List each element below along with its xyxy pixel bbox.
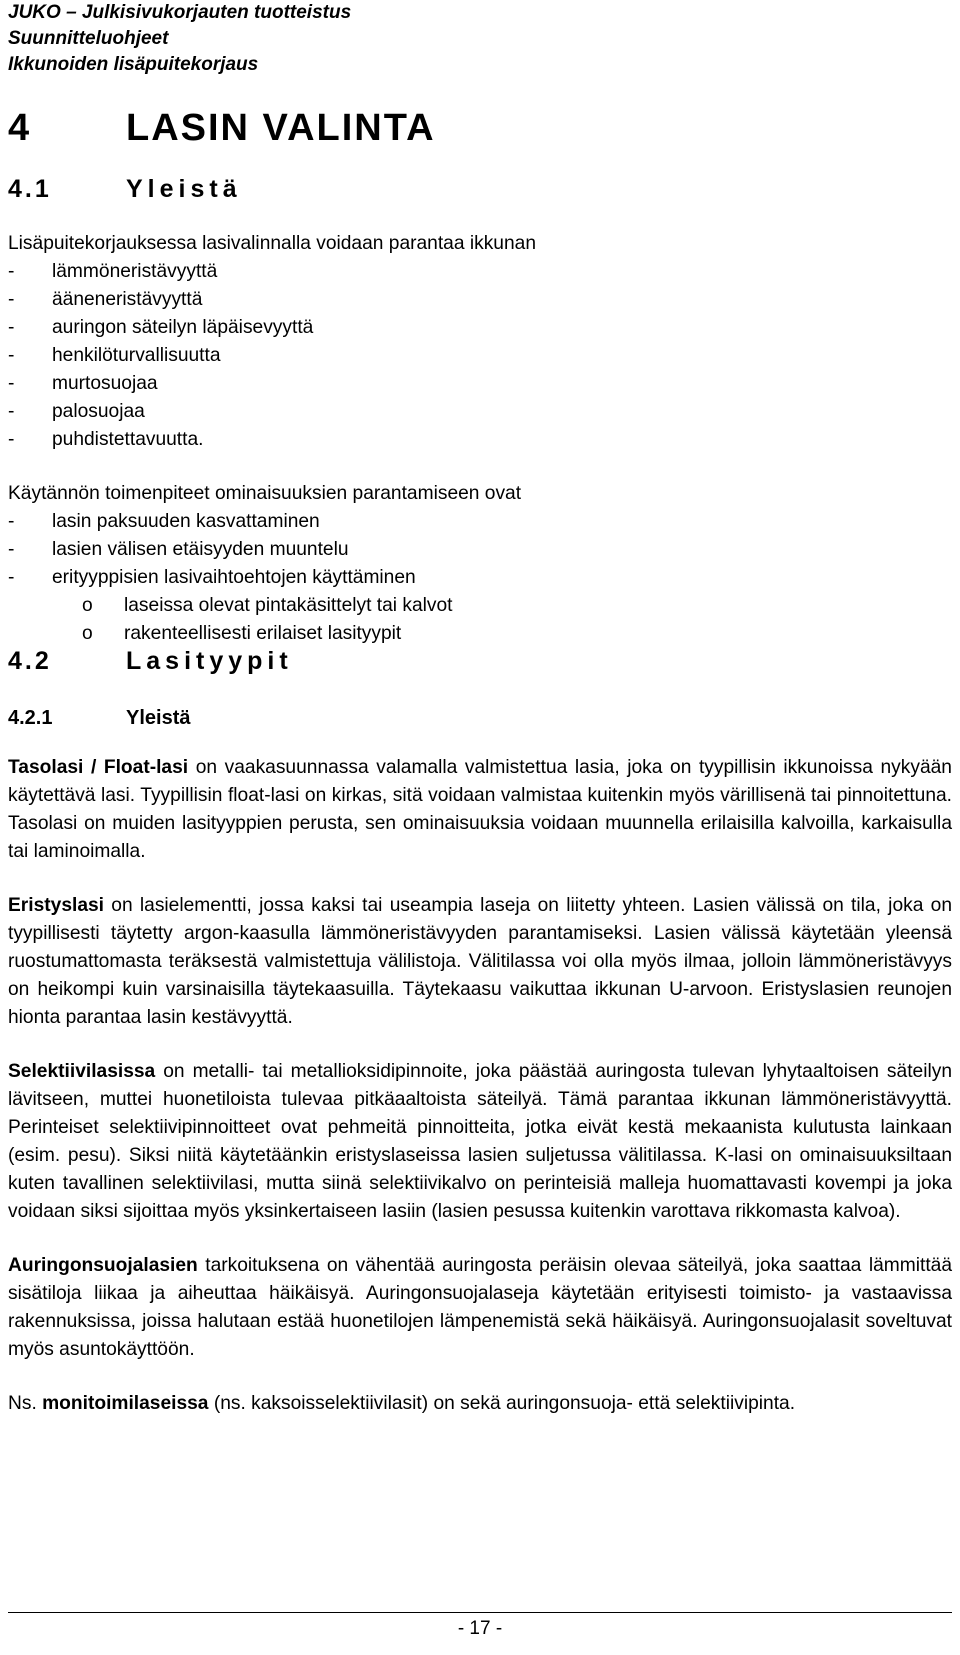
list-item	[8, 620, 952, 648]
list-item-text: auringon säteilyn läpäisevyyttä	[52, 317, 314, 338]
paragraph-selective-glass	[8, 1058, 952, 1226]
paragraph-text: (ns. kaksoisselektiivilasit) on sekä auringonsuoja- että selektiivipinta.	[208, 1393, 796, 1414]
list-marker: -	[8, 567, 15, 588]
list-marker: o	[82, 595, 93, 616]
subsection-number: 4.2.1	[8, 707, 53, 729]
list-item-text: palosuojaa	[52, 401, 145, 422]
list-item	[8, 508, 952, 536]
section-4-1-body	[8, 230, 952, 648]
page-number: - 17 -	[457, 1618, 503, 1639]
section-title: Lasityypit	[126, 647, 293, 675]
chapter-title: LASIN VALINTA	[126, 107, 436, 149]
paragraph-float-glass	[8, 754, 952, 866]
header-guide: Suunnitteluohjeet	[8, 28, 169, 49]
list-item-text: erityyppisien lasivaihtoehtojen käyttäminen	[52, 567, 416, 588]
document-header	[8, 0, 351, 78]
term-insulating-glass: Eristyslasi	[8, 895, 105, 916]
list-marker: o	[82, 623, 93, 644]
list-item-text: puhdistettavuutta.	[52, 429, 204, 450]
section-heading-4-2	[8, 646, 293, 676]
list-item-text: lasien välisen etäisyyden muuntelu	[52, 539, 349, 560]
term-solar-control-glass: Auringonsuojalasien	[8, 1255, 198, 1276]
subsection-title: Yleistä	[126, 707, 191, 729]
list-marker: -	[8, 345, 15, 366]
header-topic: Ikkunoiden lisäpuitekorjaus	[8, 54, 259, 75]
header-project: JUKO – Julkisivukorjauten tuotteistus	[8, 2, 352, 23]
paragraph-solar-control-glass	[8, 1252, 952, 1364]
list-item	[8, 592, 952, 620]
list-item	[8, 370, 952, 398]
list-item	[8, 564, 952, 592]
list-marker: -	[8, 539, 15, 560]
list-item	[8, 342, 952, 370]
list-item	[8, 536, 952, 564]
section-number: 4.2	[8, 647, 52, 675]
list-item-text: ääneneristävyyttä	[52, 289, 203, 310]
chapter-heading	[8, 106, 436, 150]
list-item-text: lasin paksuuden kasvattaminen	[52, 511, 320, 532]
section-number: 4.1	[8, 175, 52, 203]
list-marker: -	[8, 317, 15, 338]
paragraph-multifunction-glass	[8, 1390, 952, 1418]
paragraph-text: on lasielementti, jossa kaksi tai useampia laseja on liitetty yhteen. Lasien välissä on tila, joka on tyypillisesti täytetty argon-kaasulla lämmöneristävyyden parantamiseksi. Lasien välissä käytetään yleensä ruostumattomasta teräksestä valmistettuja välilistoja. Välitilassa voi olla myös ilmaa, jolloin lämmöneristävyys on heikompi kuin varsinaisilla täytekaasuilla. Täytekaasu vaikuttaa ikkunan U-arvoon. Eristyslasien reunojen hionta parantaa lasin kestävyyttä.	[8, 895, 952, 1028]
paragraph-text: tarkoituksena on vähentää auringosta peräisin olevaa säteilyä, joka saattaa lämmittää sisätiloja liikaa ja aiheuttaa häikäisyä. Auringonsuojalaseja käytetään erityisesti toimisto- ja vastaavissa rakennuksissa, joissa halutaan estää huonetilojen lämpenemistä sekä häikäisyä. Auringonsuojalasit soveltuvat myös asuntokäyttöön.	[8, 1255, 952, 1360]
subsection-heading-4-2-1	[8, 706, 190, 730]
list-marker: -	[8, 401, 15, 422]
list-marker: -	[8, 261, 15, 282]
paragraph-insulating-glass	[8, 892, 952, 1032]
list-item-text: murtosuojaa	[52, 373, 158, 394]
property-list	[8, 258, 952, 454]
paragraph-prefix: Ns.	[8, 1393, 43, 1414]
sub-measures-list	[8, 592, 952, 648]
section-4-2-1-body	[8, 754, 952, 1418]
measures-list	[8, 508, 952, 592]
list-marker: -	[8, 289, 15, 310]
term-float-glass: Tasolasi / Float-lasi	[8, 757, 189, 778]
term-selective-glass: Selektiivilasissa	[8, 1061, 156, 1082]
list-item	[8, 398, 952, 426]
list-item	[8, 314, 952, 342]
term-multifunction-glass: monitoimilaseissa	[42, 1393, 209, 1414]
list-marker: -	[8, 511, 15, 532]
measures-intro-text: Käytännön toimenpiteet ominaisuuksien parantamiseen ovat	[8, 483, 522, 504]
list-marker: -	[8, 373, 15, 394]
list-item-text: lämmöneristävyyttä	[52, 261, 218, 282]
section-title: Yleistä	[126, 175, 242, 203]
list-item-text: laseissa olevat pintakäsittelyt tai kalvot	[124, 595, 453, 616]
list-item	[8, 286, 952, 314]
chapter-number: 4	[8, 107, 32, 149]
list-item-text: rakenteellisesti erilaiset lasityypit	[124, 623, 402, 644]
intro-text: Lisäpuitekorjauksessa lasivalinnalla voidaan parantaa ikkunan	[8, 233, 536, 254]
list-item	[8, 258, 952, 286]
section-heading-4-1	[8, 174, 242, 204]
list-item-text: henkilöturvallisuutta	[52, 345, 221, 366]
list-item	[8, 426, 952, 454]
paragraph-text: on metalli- tai metallioksidipinnoite, joka päästää auringosta tulevan lyhytaaltoisen säteilyn lävitseen, muttei huonetiloista tulevaa pitkäaaltoista säteilyä. Tämä parantaa ikkunan lämmöneristävyyttä. Perinteiset selektiivipinnoitteet ovat pehmeitä pinnoitteita, jotka eivät kestä mekaanista kulutusta lainkaan (esim. pesu). Siksi niitä käytetäänkin eristyslaseissa lasien suljetussa välitilassa. K-lasi on ominaisuuksiltaan kuten tavallinen selektiivilasi, mutta siinä selektiivikalvo on perinteisiä malleja huomattavasti kovempi ja joka voidaan siksi sijoittaa myös yksinkertaiseen lasiin (lasien pesussa kuitenkin varottava rikkomasta kalvoa).	[8, 1061, 952, 1222]
list-marker: -	[8, 429, 15, 450]
footer-divider	[8, 1612, 952, 1613]
paragraph-text: on vaakasuunnassa valamalla valmistettua lasia, joka on tyypillisin ikkunoissa nykyään käytettävä lasi. Tyypillisin float-lasi on kirkas, sitä voidaan valmistaa kuitenkin myös värillisenä tai pinnoitettuna. Tasolasi on muiden lasityyppien perusta, sen ominaisuuksia voidaan muunnella erilaisilla kalvoilla, karkaisulla tai laminoimalla.	[8, 757, 952, 862]
